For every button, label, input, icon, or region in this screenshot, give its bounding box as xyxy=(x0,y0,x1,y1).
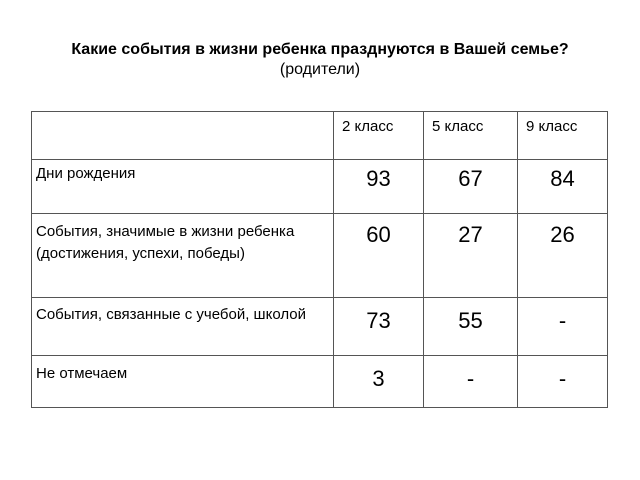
value-cell: - xyxy=(518,356,608,408)
value-cell: 27 xyxy=(424,214,518,298)
column-header-grade-9: 9 класс xyxy=(518,112,608,160)
row-label: События, связанные с учебой, школой xyxy=(32,298,334,356)
column-header-grade-5: 5 класс xyxy=(424,112,518,160)
value-cell: 26 xyxy=(518,214,608,298)
value-cell: 73 xyxy=(334,298,424,356)
value-cell: - xyxy=(424,356,518,408)
page-title: Какие события в жизни ребенка празднуются в Вашей семье? xyxy=(71,41,569,58)
row-label: События, значимые в жизни ребенка (достижения, успехи, победы) xyxy=(32,214,334,298)
corner-cell xyxy=(32,112,334,160)
table-row xyxy=(32,160,608,214)
table-header-row xyxy=(32,112,608,160)
value-cell: 55 xyxy=(424,298,518,356)
value-cell: 67 xyxy=(424,160,518,214)
heading xyxy=(0,40,640,80)
value-cell: 93 xyxy=(334,160,424,214)
value-cell: 60 xyxy=(334,214,424,298)
page-subtitle: (родители) xyxy=(279,61,361,78)
column-header-grade-2: 2 класс xyxy=(334,112,424,160)
row-label: Не отмечаем xyxy=(32,356,334,408)
table-row xyxy=(32,298,608,356)
value-cell: - xyxy=(518,298,608,356)
table-row xyxy=(32,356,608,408)
survey-table xyxy=(31,111,608,408)
value-cell: 84 xyxy=(518,160,608,214)
row-label: Дни рождения xyxy=(32,160,334,214)
value-cell: 3 xyxy=(334,356,424,408)
table-row xyxy=(32,214,608,298)
